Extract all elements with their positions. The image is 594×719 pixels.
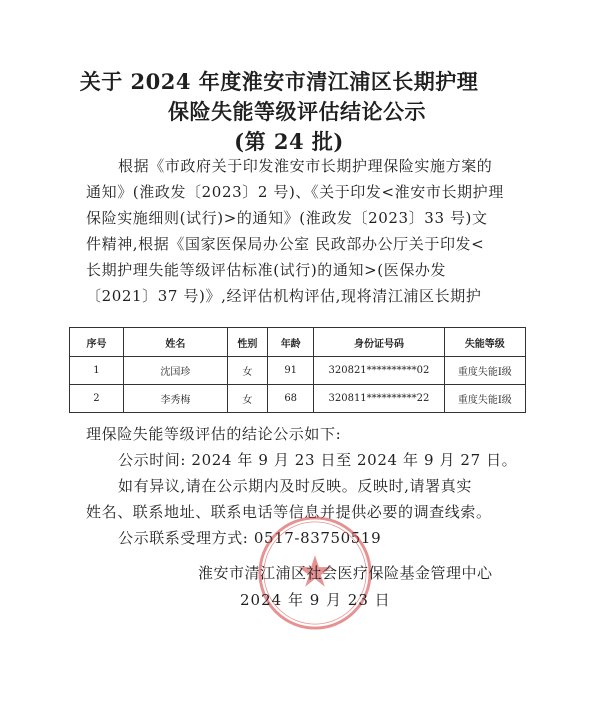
cell-index: 2 <box>70 385 124 413</box>
title-line-1: 关于 2024 年度淮安市清江浦区长期护理 <box>79 69 479 94</box>
intro-line: 件精神,根据《国家医保局办公室 民政部办公厅关于印发< <box>86 235 485 253</box>
table-row <box>70 357 526 385</box>
intro-line: 〔2021〕37 号)》,经评估机构评估,现将清江浦区长期护 <box>86 287 482 305</box>
cell-age: 91 <box>268 357 314 385</box>
cell-index: 1 <box>70 357 124 385</box>
intro-line: 根据《市政府关于印发淮安市长期护理保险实施方案的 <box>118 157 493 175</box>
intro-line: 保险实施细则(试行)>的通知》(淮政发〔2023〕33 号)文 <box>86 209 488 227</box>
title-line-3: (第 24 批) <box>234 129 344 154</box>
publicity-period: 公示时间: 2024 年 9 月 23 日至 2024 年 9 月 27 日。 <box>118 451 518 469</box>
intro-line: 长期护理失能等级评估标准(试行)的通知>(医保办发 <box>86 261 447 279</box>
signature-organization: 淮安市清江浦区社会医疗保险基金管理中心 <box>198 564 493 582</box>
contact-line: 公示联系受理方式: 0517-83750519 <box>118 529 382 547</box>
cell-name: 沈国珍 <box>123 357 227 385</box>
table-header-row <box>70 328 526 357</box>
objection-line: 姓名、联系地址、联系电话等信息并提供必要的调查线索。 <box>86 503 492 521</box>
header-id-number: 身份证号码 <box>314 328 444 357</box>
header-age: 年龄 <box>268 328 314 357</box>
cell-id-number: 320821**********02 <box>314 357 444 385</box>
assessment-table <box>69 327 526 413</box>
intro-paragraph <box>86 153 526 309</box>
objection-line: 如有异议,请在公示期内及时反映。反映时,请署真实 <box>118 477 472 495</box>
header-index: 序号 <box>70 328 124 357</box>
cell-age: 68 <box>268 385 314 413</box>
title-line-2: 保险失能等级评估结论公示 <box>168 99 426 124</box>
cell-disability-level: 重度失能Ⅰ级 <box>444 357 525 385</box>
cell-gender: 女 <box>227 357 267 385</box>
cell-disability-level: 重度失能Ⅰ级 <box>444 385 525 413</box>
signature-date: 2024 年 9 月 23 日 <box>240 591 391 609</box>
cell-id-number: 320811**********22 <box>314 385 444 413</box>
cell-gender: 女 <box>227 385 267 413</box>
header-disability-level: 失能等级 <box>444 328 525 357</box>
header-gender: 性别 <box>227 328 267 357</box>
result-line: 理保险失能等级评估的结论公示如下: <box>86 425 342 443</box>
cell-name: 李秀梅 <box>123 385 227 413</box>
table-row <box>70 385 526 413</box>
header-name: 姓名 <box>123 328 227 357</box>
intro-line: 通知》(淮政发〔2023〕2 号)、《关于印发<淮安市长期护理 <box>86 183 504 201</box>
